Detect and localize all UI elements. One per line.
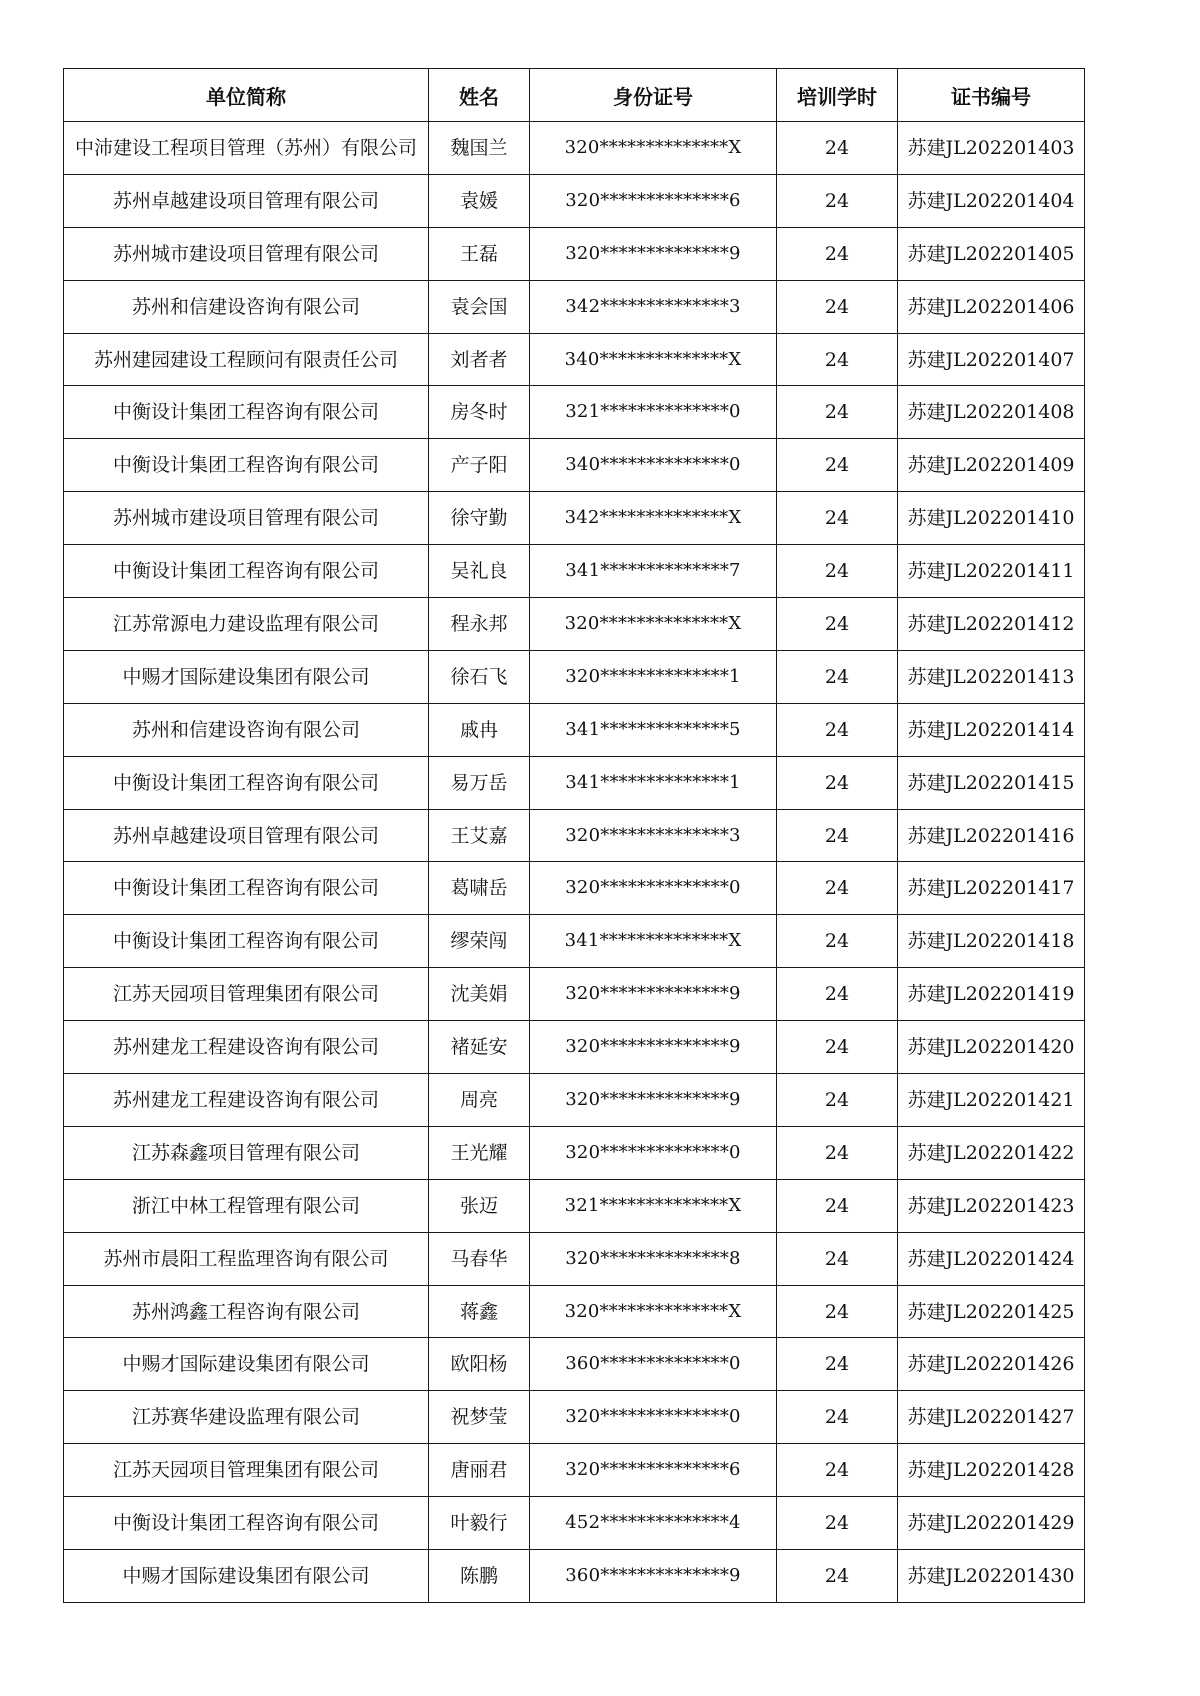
- id-number-cell: 340**************0: [530, 439, 777, 492]
- certificate-number-cell: 苏建JL202201420: [898, 1021, 1085, 1074]
- id-number-cell: 320**************X: [530, 598, 777, 651]
- id-number-cell: 320**************0: [530, 1391, 777, 1444]
- table-row: [64, 1232, 1085, 1285]
- company-cell: 苏州鸿鑫工程咨询有限公司: [64, 1285, 429, 1338]
- certificate-number-cell: 苏建JL202201415: [898, 756, 1085, 809]
- certificate-number-cell: 苏建JL202201417: [898, 862, 1085, 915]
- training-hours-cell: 24: [777, 1497, 898, 1550]
- training-hours-cell: 24: [777, 439, 898, 492]
- header-certificate-number: 证书编号: [898, 69, 1085, 122]
- company-cell: 苏州卓越建设项目管理有限公司: [64, 174, 429, 227]
- name-cell: 陈鹏: [429, 1550, 530, 1603]
- table-row: [64, 1338, 1085, 1391]
- name-cell: 叶毅行: [429, 1497, 530, 1550]
- name-cell: 葛啸岳: [429, 862, 530, 915]
- certificate-number-cell: 苏建JL202201428: [898, 1444, 1085, 1497]
- certificate-number-cell: 苏建JL202201422: [898, 1126, 1085, 1179]
- name-cell: 徐守勤: [429, 492, 530, 545]
- company-cell: 苏州建龙工程建设咨询有限公司: [64, 1074, 429, 1127]
- company-cell: 苏州卓越建设项目管理有限公司: [64, 809, 429, 862]
- certificate-number-cell: 苏建JL202201414: [898, 703, 1085, 756]
- training-hours-cell: 24: [777, 968, 898, 1021]
- certificate-number-cell: 苏建JL202201419: [898, 968, 1085, 1021]
- training-hours-cell: 24: [777, 1391, 898, 1444]
- table-row: [64, 756, 1085, 809]
- header-name: 姓名: [429, 69, 530, 122]
- id-number-cell: 320**************9: [530, 1021, 777, 1074]
- table-row: [64, 439, 1085, 492]
- company-cell: 中衡设计集团工程咨询有限公司: [64, 1497, 429, 1550]
- certificate-number-cell: 苏建JL202201411: [898, 545, 1085, 598]
- certificate-number-cell: 苏建JL202201408: [898, 386, 1085, 439]
- name-cell: 易万岳: [429, 756, 530, 809]
- id-number-cell: 320**************1: [530, 650, 777, 703]
- table-row: [64, 968, 1085, 1021]
- id-number-cell: 342**************X: [530, 492, 777, 545]
- table-row: [64, 1021, 1085, 1074]
- table-row: [64, 333, 1085, 386]
- table-row: [64, 598, 1085, 651]
- company-cell: 江苏天园项目管理集团有限公司: [64, 968, 429, 1021]
- name-cell: 欧阳杨: [429, 1338, 530, 1391]
- table-row: [64, 492, 1085, 545]
- header-company: 单位简称: [64, 69, 429, 122]
- name-cell: 程永邦: [429, 598, 530, 651]
- id-number-cell: 341**************7: [530, 545, 777, 598]
- name-cell: 周亮: [429, 1074, 530, 1127]
- training-hours-cell: 24: [777, 703, 898, 756]
- training-hours-cell: 24: [777, 174, 898, 227]
- company-cell: 浙江中林工程管理有限公司: [64, 1179, 429, 1232]
- training-hours-cell: 24: [777, 1021, 898, 1074]
- training-hours-cell: 24: [777, 1126, 898, 1179]
- company-cell: 中衡设计集团工程咨询有限公司: [64, 862, 429, 915]
- id-number-cell: 341**************X: [530, 915, 777, 968]
- name-cell: 祝梦莹: [429, 1391, 530, 1444]
- table-row: [64, 1497, 1085, 1550]
- name-cell: 蒋鑫: [429, 1285, 530, 1338]
- id-number-cell: 360**************0: [530, 1338, 777, 1391]
- name-cell: 房冬时: [429, 386, 530, 439]
- id-number-cell: 320**************9: [530, 227, 777, 280]
- name-cell: 徐石飞: [429, 650, 530, 703]
- training-hours-cell: 24: [777, 1232, 898, 1285]
- name-cell: 袁会国: [429, 280, 530, 333]
- certificate-number-cell: 苏建JL202201403: [898, 122, 1085, 175]
- certificate-number-cell: 苏建JL202201423: [898, 1179, 1085, 1232]
- table-row: [64, 386, 1085, 439]
- certificate-number-cell: 苏建JL202201406: [898, 280, 1085, 333]
- company-cell: 中赐才国际建设集团有限公司: [64, 1550, 429, 1603]
- header-row: [64, 69, 1085, 122]
- table-row: [64, 1391, 1085, 1444]
- certificate-number-cell: 苏建JL202201404: [898, 174, 1085, 227]
- id-number-cell: 321**************0: [530, 386, 777, 439]
- table-body: [64, 122, 1085, 1603]
- training-hours-cell: 24: [777, 333, 898, 386]
- id-number-cell: 320**************9: [530, 968, 777, 1021]
- company-cell: 中赐才国际建设集团有限公司: [64, 1338, 429, 1391]
- training-hours-cell: 24: [777, 756, 898, 809]
- id-number-cell: 320**************0: [530, 862, 777, 915]
- certificate-number-cell: 苏建JL202201407: [898, 333, 1085, 386]
- certificate-number-cell: 苏建JL202201416: [898, 809, 1085, 862]
- company-cell: 中赐才国际建设集团有限公司: [64, 650, 429, 703]
- id-number-cell: 452**************4: [530, 1497, 777, 1550]
- table-row: [64, 227, 1085, 280]
- table-row: [64, 174, 1085, 227]
- training-hours-cell: 24: [777, 122, 898, 175]
- certificate-number-cell: 苏建JL202201429: [898, 1497, 1085, 1550]
- name-cell: 沈美娟: [429, 968, 530, 1021]
- table-row: [64, 650, 1085, 703]
- certificate-number-cell: 苏建JL202201413: [898, 650, 1085, 703]
- company-cell: 苏州城市建设项目管理有限公司: [64, 227, 429, 280]
- table-row: [64, 1074, 1085, 1127]
- company-cell: 苏州建园建设工程顾问有限责任公司: [64, 333, 429, 386]
- training-hours-cell: 24: [777, 598, 898, 651]
- name-cell: 袁媛: [429, 174, 530, 227]
- company-cell: 中衡设计集团工程咨询有限公司: [64, 915, 429, 968]
- certificate-number-cell: 苏建JL202201425: [898, 1285, 1085, 1338]
- id-number-cell: 360**************9: [530, 1550, 777, 1603]
- name-cell: 唐丽君: [429, 1444, 530, 1497]
- company-cell: 苏州建龙工程建设咨询有限公司: [64, 1021, 429, 1074]
- id-number-cell: 320**************X: [530, 1285, 777, 1338]
- id-number-cell: 320**************6: [530, 1444, 777, 1497]
- company-cell: 江苏常源电力建设监理有限公司: [64, 598, 429, 651]
- company-cell: 苏州城市建设项目管理有限公司: [64, 492, 429, 545]
- id-number-cell: 342**************3: [530, 280, 777, 333]
- training-hours-cell: 24: [777, 1179, 898, 1232]
- name-cell: 产子阳: [429, 439, 530, 492]
- certificate-number-cell: 苏建JL202201426: [898, 1338, 1085, 1391]
- training-hours-cell: 24: [777, 492, 898, 545]
- training-hours-cell: 24: [777, 862, 898, 915]
- name-cell: 王磊: [429, 227, 530, 280]
- company-cell: 江苏森鑫项目管理有限公司: [64, 1126, 429, 1179]
- name-cell: 王光耀: [429, 1126, 530, 1179]
- table-row: [64, 1285, 1085, 1338]
- table-row: [64, 809, 1085, 862]
- table-row: [64, 1126, 1085, 1179]
- table-row: [64, 545, 1085, 598]
- table-row: [64, 122, 1085, 175]
- table-row: [64, 915, 1085, 968]
- table-row: [64, 1179, 1085, 1232]
- certificate-number-cell: 苏建JL202201412: [898, 598, 1085, 651]
- table-row: [64, 703, 1085, 756]
- training-hours-cell: 24: [777, 545, 898, 598]
- name-cell: 王艾嘉: [429, 809, 530, 862]
- id-number-cell: 320**************6: [530, 174, 777, 227]
- training-hours-cell: 24: [777, 386, 898, 439]
- company-cell: 中沛建设工程项目管理（苏州）有限公司: [64, 122, 429, 175]
- company-cell: 江苏天园项目管理集团有限公司: [64, 1444, 429, 1497]
- table-row: [64, 1550, 1085, 1603]
- name-cell: 缪荣闯: [429, 915, 530, 968]
- training-hours-cell: 24: [777, 280, 898, 333]
- certificate-roster-table: [63, 68, 1085, 1603]
- certificate-number-cell: 苏建JL202201430: [898, 1550, 1085, 1603]
- name-cell: 马春华: [429, 1232, 530, 1285]
- table-row: [64, 1444, 1085, 1497]
- certificate-number-cell: 苏建JL202201405: [898, 227, 1085, 280]
- training-hours-cell: 24: [777, 227, 898, 280]
- company-cell: 苏州市晨阳工程监理咨询有限公司: [64, 1232, 429, 1285]
- name-cell: 吴礼良: [429, 545, 530, 598]
- training-hours-cell: 24: [777, 915, 898, 968]
- name-cell: 褚延安: [429, 1021, 530, 1074]
- certificate-number-cell: 苏建JL202201421: [898, 1074, 1085, 1127]
- company-cell: 中衡设计集团工程咨询有限公司: [64, 756, 429, 809]
- company-cell: 中衡设计集团工程咨询有限公司: [64, 545, 429, 598]
- id-number-cell: 341**************1: [530, 756, 777, 809]
- company-cell: 苏州和信建设咨询有限公司: [64, 703, 429, 756]
- certificate-number-cell: 苏建JL202201427: [898, 1391, 1085, 1444]
- table-row: [64, 280, 1085, 333]
- training-hours-cell: 24: [777, 1338, 898, 1391]
- id-number-cell: 341**************5: [530, 703, 777, 756]
- name-cell: 戚冉: [429, 703, 530, 756]
- id-number-cell: 320**************9: [530, 1074, 777, 1127]
- id-number-cell: 320**************0: [530, 1126, 777, 1179]
- id-number-cell: 320**************3: [530, 809, 777, 862]
- training-hours-cell: 24: [777, 1550, 898, 1603]
- name-cell: 刘者者: [429, 333, 530, 386]
- training-hours-cell: 24: [777, 809, 898, 862]
- company-cell: 江苏赛华建设监理有限公司: [64, 1391, 429, 1444]
- id-number-cell: 340**************X: [530, 333, 777, 386]
- training-hours-cell: 24: [777, 1285, 898, 1338]
- table-row: [64, 862, 1085, 915]
- certificate-number-cell: 苏建JL202201424: [898, 1232, 1085, 1285]
- id-number-cell: 320**************8: [530, 1232, 777, 1285]
- id-number-cell: 321**************X: [530, 1179, 777, 1232]
- header-training-hours: 培训学时: [777, 69, 898, 122]
- training-hours-cell: 24: [777, 1074, 898, 1127]
- header-id-number: 身份证号: [530, 69, 777, 122]
- name-cell: 魏国兰: [429, 122, 530, 175]
- company-cell: 苏州和信建设咨询有限公司: [64, 280, 429, 333]
- certificate-number-cell: 苏建JL202201418: [898, 915, 1085, 968]
- certificate-number-cell: 苏建JL202201409: [898, 439, 1085, 492]
- training-hours-cell: 24: [777, 650, 898, 703]
- name-cell: 张迈: [429, 1179, 530, 1232]
- id-number-cell: 320**************X: [530, 122, 777, 175]
- certificate-number-cell: 苏建JL202201410: [898, 492, 1085, 545]
- company-cell: 中衡设计集团工程咨询有限公司: [64, 439, 429, 492]
- company-cell: 中衡设计集团工程咨询有限公司: [64, 386, 429, 439]
- training-hours-cell: 24: [777, 1444, 898, 1497]
